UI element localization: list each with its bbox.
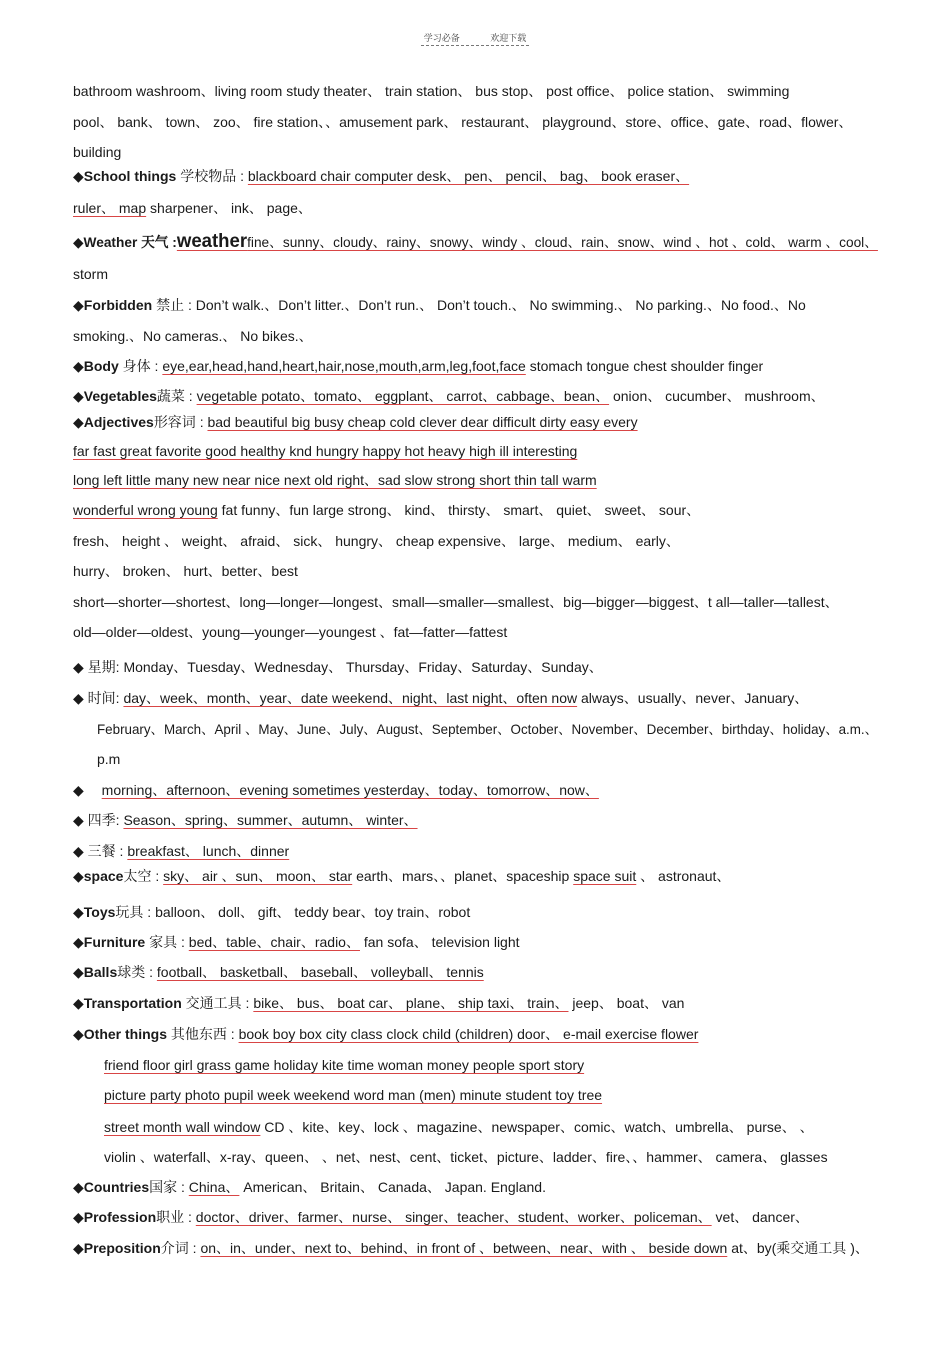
ball-items: football、 basketball、 baseball、 volleyball、 tennis — [156, 964, 484, 980]
meal-line: ◆ 三餐 : breakfast、 lunch、dinner — [73, 843, 290, 859]
furniture-line: ◆Furniture 家具 : bed、table、chair、radio、 fan sofa、 television light — [73, 934, 520, 950]
time-line-3: p.m — [97, 751, 121, 767]
header-right-text: 欢迎下载 — [490, 33, 527, 43]
section-label-cn: 学校物品 : — [180, 168, 244, 184]
adjectives-line-2: far fast great favorite good healthy knd hungry happy hot heavy high ill interesting — [73, 443, 578, 459]
body-items-2: stomach tongue chest shoulder finger — [529, 358, 764, 374]
adjectives-line-3: long left little many new near nice next old right、sad slow strong short thin tall warm — [73, 472, 597, 488]
week-line: ◆ 星期: Monday、Tuesday、Wednesday、 Thursday、Friday、Saturday、Sunday、 — [73, 659, 603, 675]
day-parts-line: ◆ morning、afternoon、evening sometimes yesterday、today、tomorrow、now、 — [73, 782, 599, 798]
adjectives-line-7: short—shorter—shortest、long—longer—longest、small—smaller—smallest、big—bigger—biggest、t all—taller—tallest、 — [73, 594, 839, 610]
school-items: blackboard chair computer desk、 pen、 pencil、 bag、 book eraser、 — [247, 168, 690, 184]
adjectives-line: ◆Adjectives形容词 : bad beautiful big busy cheap cold clever dear difficult dirty easy every — [73, 414, 638, 430]
season-line: ◆ 四季: Season、spring、summer、autumn、 winter、 — [73, 812, 418, 828]
places-line-2: pool、 bank、 town、 zoo、 fire station、、amusement park、 restaurant、 playground、store、office、gate、road、flower、 — [73, 114, 853, 130]
profession-line: ◆Profession职业 : doctor、driver、farmer、nurse、 singer、teacher、student、worker、policeman、 vet、 dancer、 — [73, 1209, 809, 1225]
body-items: eye,ear,head,hand,heart,hair,nose,mouth,arm,leg,foot,face — [162, 358, 526, 374]
school-things-line — [73, 167, 689, 185]
countries-line: ◆Countries国家 : China、 American、 Britain、 Canada、 Japan. England. — [73, 1179, 546, 1195]
space-line: ◆space太空 : sky、 air 、sun、 moon、 star earth、mars、、planet、spaceship space suit 、 astronaut、 — [73, 868, 731, 884]
forbidden-line-2: smoking.、No cameras.、 No bikes.、 — [73, 328, 313, 344]
transport-items: bike、 bus、 boat car、 plane、 ship taxi、 train、 — [253, 995, 569, 1011]
day-part-items: morning、afternoon、evening sometimes yesterday、today、tomorrow、now、 — [101, 782, 599, 798]
other-things-line-2: friend floor girl grass game holiday kite time woman money people sport story — [104, 1057, 585, 1073]
other-things-line-4: street month wall window CD 、kite、key、lock 、magazine、newspaper、comic、watch、umbrella、 purse、 、 — [104, 1119, 814, 1135]
forbidden-line: ◆Forbidden 禁止 : Don’t walk.、Don’t litter.、Don’t run.、 Don’t touch.、 No swimming.、 No parking.、No food.、No — [73, 297, 806, 313]
time-items: day、week、month、year、date weekend、night、last night、often now — [123, 690, 578, 706]
transportation-line: ◆Transportation 交通工具 : bike、 bus、 boat car、 plane、 ship taxi、 train、 jeep、 boat、 van — [73, 995, 685, 1011]
preposition-items: on、in、under、next to、behind、in front of 、between、near、with 、 beside down — [200, 1240, 728, 1256]
vegetables-line: ◆Vegetables蔬菜 : vegetable potato、tomato、 eggplant、 carrot、cabbage、bean、 onion、 cucumber、 mushroom、 — [73, 388, 825, 404]
profession-items: doctor、driver、farmer、nurse、 singer、teacher、student、worker、policeman、 — [195, 1209, 712, 1225]
header-left-text: 学习必备 — [423, 33, 460, 43]
forbidden-items: Don’t walk.、Don’t litter.、Don’t run.、 Don’t touch.、 No swimming.、 No parking.、No food.、No — [195, 297, 806, 313]
adjectives-line-5: fresh、 height 、 weight、 afraid、 sick、 hungry、 cheap expensive、 large、 medium、 early、 — [73, 533, 680, 549]
other-things-line-5: violin 、waterfall、x-ray、queen、 、net、nest、cent、ticket、picture、ladder、fire、、hammer、 camera、 glasses — [104, 1149, 828, 1165]
furniture-items: bed、table、chair、radio、 — [188, 934, 360, 950]
page-header — [0, 31, 950, 44]
vegetable-items: vegetable potato、tomato、 eggplant、 carrot、cabbage、bean、 — [196, 388, 610, 404]
other-items: book boy box city class clock child (children) door、 e-mail exercise flower — [238, 1026, 699, 1042]
time-line-2: February、March、April 、May、June、July、August、September、October、November、December、birthday、holiday、a.m.、 — [97, 721, 879, 737]
places-line-3: building — [73, 144, 122, 160]
country-items: China、 — [188, 1179, 240, 1195]
adjectives-line-8: old—older—oldest、young—younger—youngest 、fat—fatter—fattest — [73, 624, 508, 640]
adjective-items: bad beautiful big busy cheap cold clever dear difficult dirty easy every — [207, 414, 638, 430]
places-line-1: bathroom washroom、living room study theater、 train station、 bus stop、 post office、 police station、 swimming — [73, 83, 790, 99]
space-items: sky、 air 、sun、 moon、 star — [163, 868, 353, 884]
toys-line: ◆Toys玩具 : balloon、 doll、 gift、 teddy bear、toy train、robot — [73, 904, 471, 920]
vegetable-items-2: onion、 cucumber、 mushroom、 — [612, 388, 825, 404]
weather-line-2: storm — [73, 266, 108, 282]
body-line: ◆Body 身体 : eye,ear,head,hand,heart,hair,nose,mouth,arm,leg,foot,face stomach tongue chest shoulder finger — [73, 358, 764, 374]
school-items-2b: sharpener、 ink、 page、 — [150, 200, 312, 216]
weather-line: ◆Weather 天气 :weatherfine、sunny、cloudy、rainy、snowy、windy 、cloud、rain、snow、wind 、hot 、cold、 warm 、cool、 — [73, 231, 878, 252]
adjectives-line-4: wonderful wrong young fat funny、fun large strong、 kind、 thirsty、 smart、 quiet、 sweet、 sour、 — [73, 502, 701, 518]
section-label: ◆School things — [73, 168, 177, 184]
weather-heading: weather — [176, 231, 248, 252]
season-items: Season、spring、summer、autumn、 winter、 — [123, 812, 418, 828]
header-divider — [421, 45, 529, 46]
school-things-line-2 — [73, 199, 312, 217]
toy-items: balloon、 doll、 gift、 teddy bear、toy train、robot — [155, 904, 471, 920]
weather-items: fine、sunny、cloudy、rainy、snowy、windy 、cloud、rain、snow、wind 、hot 、cold、 warm 、cool、 — [247, 234, 878, 250]
other-things-line: ◆Other things 其他东西 : book boy box city class clock child (children) door、 e-mail exercise flower — [73, 1026, 699, 1042]
other-things-line-3: picture party photo pupil week weekend word man (men) minute student toy tree — [104, 1087, 603, 1103]
adjectives-line-6: hurry、 broken、 hurt、better、best — [73, 563, 298, 579]
time-line: ◆ 时间: day、week、month、year、date weekend、night、last night、often now always、usually、never、January、 — [73, 690, 809, 706]
school-items-2: ruler、 map — [73, 200, 147, 216]
week-items: Monday、Tuesday、Wednesday、 Thursday、Friday、Saturday、Sunday、 — [123, 659, 603, 675]
balls-line: ◆Balls球类 : football、 basketball、 baseball、 volleyball、 tennis — [73, 964, 484, 980]
meal-items: breakfast、 lunch、dinner — [127, 843, 290, 859]
preposition-line: ◆Preposition介词 : on、in、under、next to、behind、in front of 、between、near、with 、 beside down at、by(乘交通工具 )、 — [73, 1240, 869, 1256]
